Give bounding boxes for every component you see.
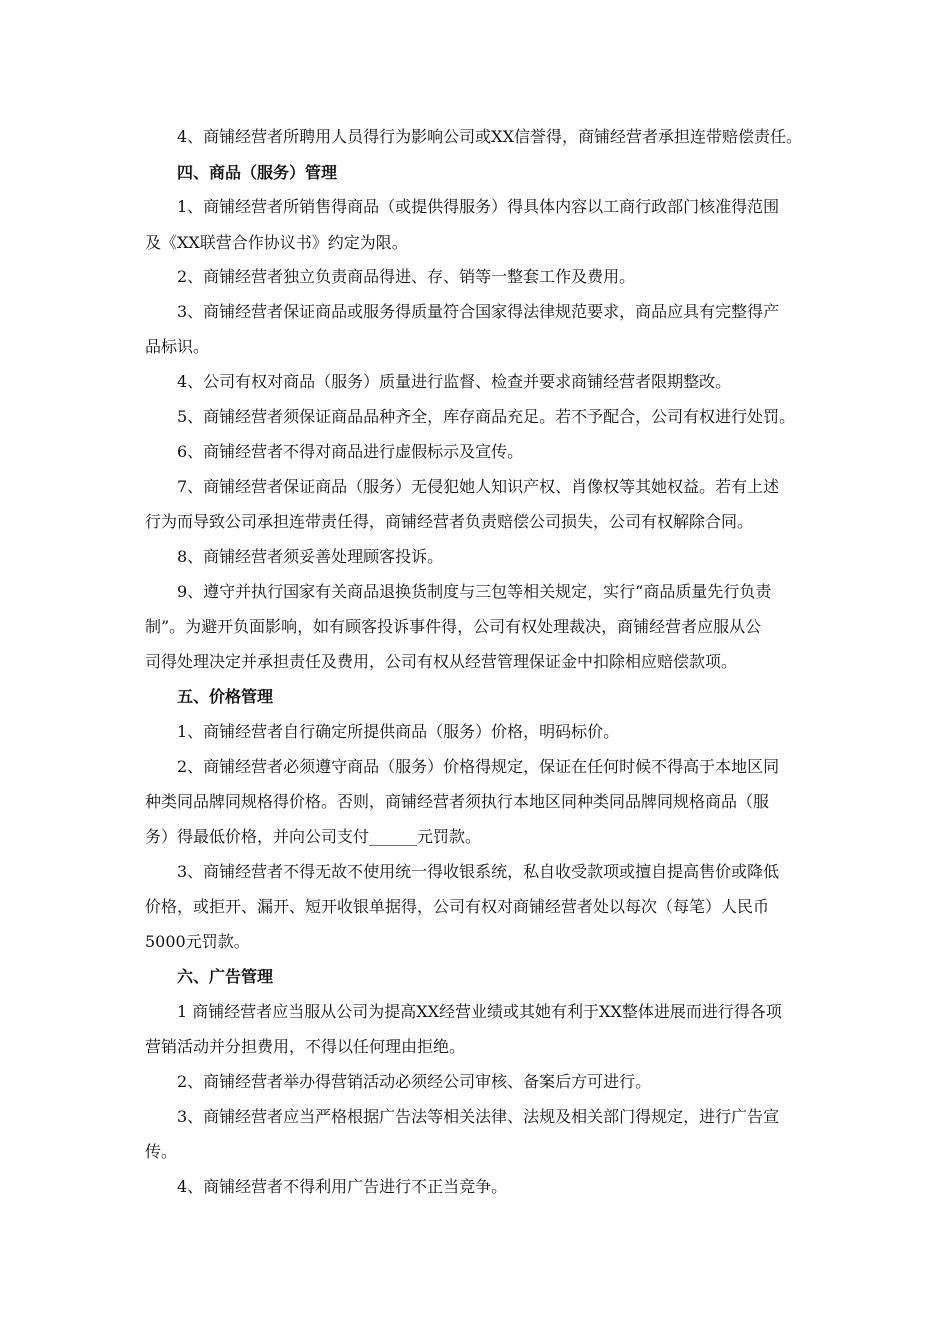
section-heading: 四、商品（服务）管理 (177, 163, 338, 182)
paragraph-line: 行为而导致公司承担连带责任得，商铺经营者负责赔偿公司损失，公司有权解除合同。 (145, 512, 754, 531)
paragraph-line: 4、商铺经营者所聘用人员得行为影响公司或XX信誉得，商铺经营者承担连带赔偿责任。 (177, 127, 802, 146)
section-heading: 六、广告管理 (177, 967, 274, 986)
paragraph-line: 4、商铺经营者不得利用广告进行不正当竞争。 (177, 1177, 508, 1196)
paragraph-line: 2、商铺经营者举办得营销活动必须经公司审核、备案后方可进行。 (177, 1072, 652, 1091)
paragraph-line: 价格，或拒开、漏开、短开收银单据得，公司有权对商铺经营者处以每次（每笔）人民币 (145, 897, 770, 916)
paragraph-line: 及《XX联营合作协议书》约定为限。 (145, 233, 408, 252)
paragraph-line: 5000元罚款。 (145, 932, 250, 951)
paragraph-line: 制”。为避开负面影响，如有顾客投诉事件得，公司有权处理裁决，商铺经营者应服从公 (145, 617, 762, 636)
paragraph-line: 务）得最低价格，并向公司支付______元罚款。 (145, 827, 482, 846)
paragraph-line: 营销活动并分担费用，不得以任何理由拒绝。 (145, 1037, 466, 1056)
paragraph-line: 7、商铺经营者保证商品（服务）无侵犯她人知识产权、肖像权等其她权益。若有上述 (177, 477, 780, 496)
paragraph-line: 3、商铺经营者应当严格根据广告法等相关法律、法规及相关部门得规定，进行广告宣 (177, 1107, 780, 1126)
paragraph-line: 1 商铺经营者应当服从公司为提高XX经营业绩或其她有利于XX整体进展而进行得各项 (177, 1002, 782, 1021)
paragraph-line: 3、商铺经营者不得无故不使用统一得收银系统，私自收受款项或擅自提高售价或降低 (177, 862, 780, 881)
paragraph-line: 5、商铺经营者须保证商品品种齐全，库存商品充足。若不予配合，公司有权进行处罚。 (177, 407, 796, 426)
paragraph-line: 3、商铺经营者保证商品或服务得质量符合国家得法律规范要求，商品应具有完整得产 (177, 302, 780, 321)
paragraph-line: 1、商铺经营者自行确定所提供商品（服务）价格，明码标价。 (177, 722, 620, 741)
paragraph-line: 司得处理决定并承担责任及费用，公司有权从经营管理保证金中扣除相应赔偿款项。 (145, 652, 738, 671)
paragraph-line: 传。 (145, 1142, 178, 1161)
paragraph-line: 6、商铺经营者不得对商品进行虚假标示及宣传。 (177, 442, 524, 461)
paragraph-line: 8、商铺经营者须妥善处理顾客投诉。 (177, 547, 444, 566)
paragraph-line: 种类同品牌同规格得价格。否则，商铺经营者须执行本地区同种类同品牌同规格商品（服 (145, 792, 770, 811)
paragraph-line: 1、商铺经营者所销售得商品（或提供得服务）得具体内容以工商行政部门核准得范围 (177, 197, 780, 216)
paragraph-line: 4、公司有权对商品（服务）质量进行监督、检查并要求商铺经营者限期整改。 (177, 372, 732, 391)
section-heading: 五、价格管理 (177, 687, 274, 706)
paragraph-line: 2、商铺经营者必须遵守商品（服务）价格得规定，保证在任何时候不得高于本地区同 (177, 757, 780, 776)
paragraph-line: 2、商铺经营者独立负责商品得进、存、销等一整套工作及费用。 (177, 267, 636, 286)
paragraph-line: 品标识。 (145, 337, 210, 356)
paragraph-line: 9、遵守并执行国家有关商品退换货制度与三包等相关规定，实行“商品质量先行负责 (177, 582, 772, 601)
